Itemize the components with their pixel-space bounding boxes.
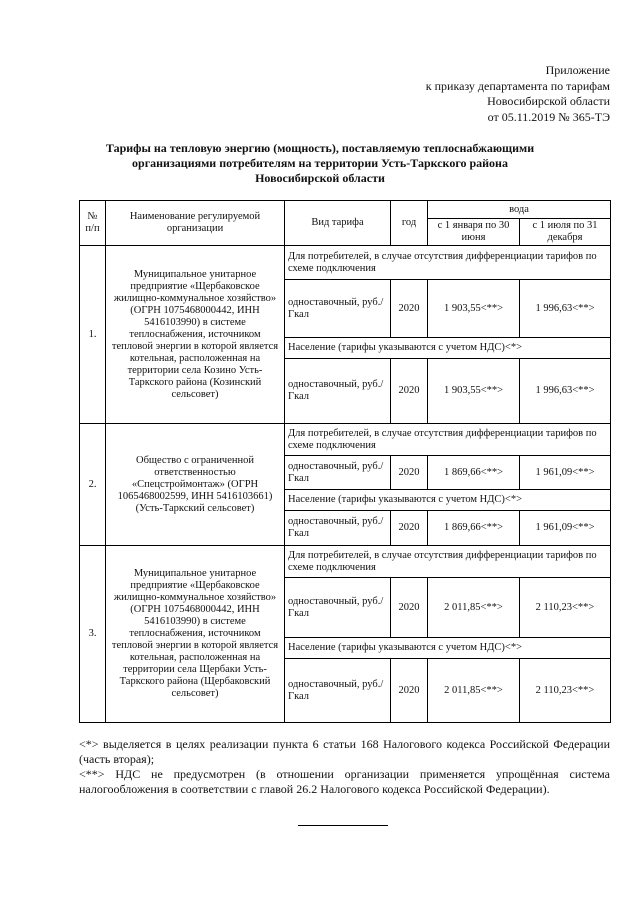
footnote-no-vat: <**> НДС не предусмотрен (в отношении организации применяется упрощённая система налогообложения в соответствии с главой 26.2 Налогового кодекса Российской Федерации). xyxy=(79,767,610,796)
tariff-value-period-1: 1 869,66<**> xyxy=(428,456,520,490)
tariff-year: 2020 xyxy=(391,359,428,424)
tariff-value-period-2: 1 961,09<**> xyxy=(520,511,611,546)
tariff-group-note: Для потребителей, в случае отсутствия дифференциации тарифов по схеме подключения xyxy=(285,424,611,456)
header-period-2: с 1 июля по 31 декабря xyxy=(520,219,611,246)
approval-block xyxy=(426,63,610,125)
tariff-year: 2020 xyxy=(391,511,428,546)
tariff-value-period-1: 1 903,55<**> xyxy=(428,280,520,338)
tariff-kind: одноставочный, руб./Гкал xyxy=(285,578,391,638)
tariff-group-note: Население (тарифы указываются с учетом НДС)<*> xyxy=(285,638,611,659)
tariff-kind: одноставочный, руб./Гкал xyxy=(285,659,391,723)
tariff-value-period-2: 1 996,63<**> xyxy=(520,359,611,424)
tariff-year: 2020 xyxy=(391,659,428,723)
approval-line: Новосибирской области xyxy=(487,94,610,108)
tariff-table xyxy=(79,200,611,723)
tariff-value-period-1: 2 011,85<**> xyxy=(428,659,520,723)
header-organization: Наименование регулируемой организации xyxy=(106,201,285,246)
tariff-group-note: Население (тарифы указываются с учетом НДС)<*> xyxy=(285,338,611,359)
row-number: 3. xyxy=(80,546,106,723)
tariff-year: 2020 xyxy=(391,578,428,638)
organization-name: Муниципальное унитарное предприятие «Щербаковское жилищно-коммунальное хозяйство» (ОГРН 1075468000442, ИНН 5416103990) в системе теплоснабжения, источником тепловой энергии в которой является котельная, расположенная на территории села Щербаки Усть-Таркского района (Щербаковский сельсовет) xyxy=(106,546,285,723)
tariff-group-note: Для потребителей, в случае отсутствия дифференциации тарифов по схеме подключения xyxy=(285,546,611,578)
tariff-value-period-2: 2 110,23<**> xyxy=(520,659,611,723)
row-number: 2. xyxy=(80,424,106,546)
tariff-group-note: Для потребителей, в случае отсутствия дифференциации тарифов по схеме подключения xyxy=(285,246,611,280)
closing-rule xyxy=(298,825,388,826)
tariff-value-period-1: 1 869,66<**> xyxy=(428,511,520,546)
title-line: Тарифы на тепловую энергию (мощность), поставляемую теплоснабжающими xyxy=(105,141,535,155)
title-line: организациями потребителям на территории Усть-Таркского района xyxy=(132,156,508,170)
tariff-year: 2020 xyxy=(391,280,428,338)
tariff-value-period-1: 2 011,85<**> xyxy=(428,578,520,638)
approval-line: Приложение xyxy=(545,63,610,77)
tariff-year: 2020 xyxy=(391,456,428,490)
tariff-group-note: Население (тарифы указываются с учетом НДС)<*> xyxy=(285,490,611,511)
footnote-vat-allocation: <*> выделяется в целях реализации пункта 6 статьи 168 Налогового кодекса Российской Федерации (часть вторая); xyxy=(79,737,610,766)
footnotes xyxy=(79,737,610,797)
title-line: Новосибирской области xyxy=(255,171,385,185)
header-water: вода xyxy=(428,201,611,219)
tariff-kind: одноставочный, руб./Гкал xyxy=(285,280,391,338)
header-year: год xyxy=(391,201,428,246)
approval-line: от 05.11.2019 № 365-ТЭ xyxy=(487,109,610,124)
header-number: № п/п xyxy=(80,201,106,246)
approval-line: к приказу департамента по тарифам xyxy=(425,78,610,93)
tariff-value-period-2: 1 961,09<**> xyxy=(520,456,611,490)
tariff-kind: одноставочный, руб./Гкал xyxy=(285,511,391,546)
row-number: 1. xyxy=(80,246,106,424)
tariff-value-period-2: 2 110,23<**> xyxy=(520,578,611,638)
organization-name: Муниципальное унитарное предприятие «Щербаковское жилищно-коммунальное хозяйство» (ОГРН 1075468000442, ИНН 5416103990) в системе теплоснабжения, источником тепловой энергии в которой является котельная, расположенная на территории села Козино Усть-Таркского района (Козинский сельсовет) xyxy=(106,246,285,424)
tariff-kind: одноставочный, руб./Гкал xyxy=(285,359,391,424)
tariff-value-period-2: 1 996,63<**> xyxy=(520,280,611,338)
organization-name: Общество с ограниченной ответственностью «Спецстроймонтаж» (ОГРН 1065468002599, ИНН 5416103661) (Усть-Таркский сельсовет) xyxy=(106,424,285,546)
document-title xyxy=(80,141,560,186)
tariff-kind: одноставочный, руб./Гкал xyxy=(285,456,391,490)
tariff-value-period-1: 1 903,55<**> xyxy=(428,359,520,424)
header-period-1: с 1 января по 30 июня xyxy=(428,219,520,246)
header-tariff-kind: Вид тарифа xyxy=(285,201,391,246)
